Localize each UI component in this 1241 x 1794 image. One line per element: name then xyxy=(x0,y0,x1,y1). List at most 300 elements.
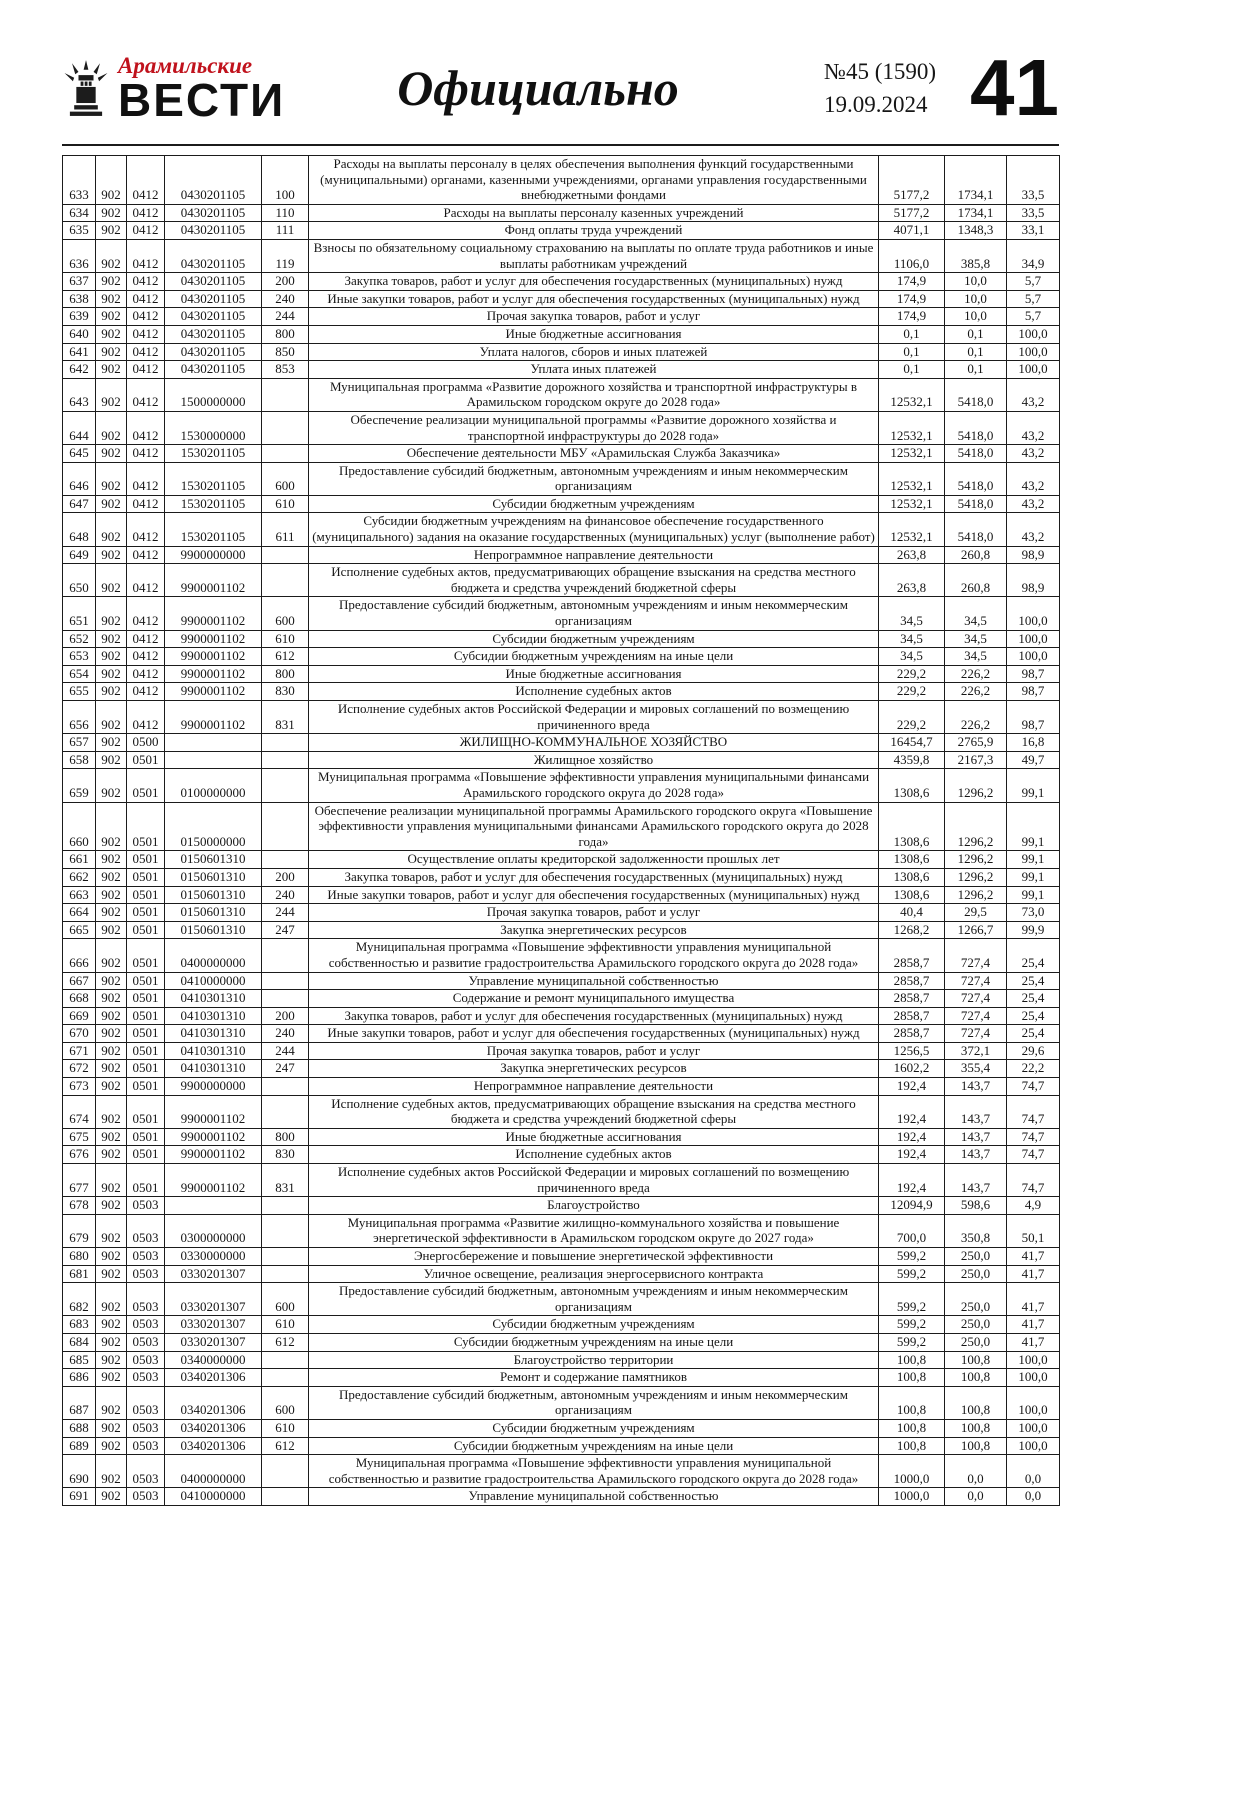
cell-name: Субсидии бюджетным учреждениям xyxy=(309,495,879,513)
table-row xyxy=(63,769,1060,802)
cell-expense-type: 612 xyxy=(262,1437,309,1455)
cell-section-code: 0412 xyxy=(127,308,165,326)
cell-grbs-code: 902 xyxy=(96,1488,127,1506)
cell-executed-amount: 250,0 xyxy=(945,1333,1007,1351)
cell-executed-amount: 5418,0 xyxy=(945,378,1007,411)
cell-grbs-code: 902 xyxy=(96,546,127,564)
cell-executed-amount: 10,0 xyxy=(945,273,1007,291)
cell-target-article: 0430201105 xyxy=(165,325,262,343)
cell-section-code: 0501 xyxy=(127,1164,165,1197)
cell-plan-amount: 100,8 xyxy=(879,1369,945,1387)
cell-line-number: 686 xyxy=(63,1369,96,1387)
cell-plan-amount: 100,8 xyxy=(879,1437,945,1455)
cell-line-number: 647 xyxy=(63,495,96,513)
cell-line-number: 674 xyxy=(63,1095,96,1128)
cell-executed-amount: 10,0 xyxy=(945,290,1007,308)
cell-percent: 50,1 xyxy=(1007,1214,1060,1247)
cell-percent: 100,0 xyxy=(1007,630,1060,648)
cell-line-number: 667 xyxy=(63,972,96,990)
cell-line-number: 662 xyxy=(63,868,96,886)
cell-executed-amount: 143,7 xyxy=(945,1078,1007,1096)
cell-percent: 33,5 xyxy=(1007,156,1060,205)
cell-line-number: 690 xyxy=(63,1455,96,1488)
cell-name: Благоустройство xyxy=(309,1197,879,1215)
cell-section-code: 0503 xyxy=(127,1214,165,1247)
cell-grbs-code: 902 xyxy=(96,734,127,752)
cell-grbs-code: 902 xyxy=(96,665,127,683)
cell-expense-type: 611 xyxy=(262,513,309,546)
cell-target-article: 0430201105 xyxy=(165,343,262,361)
cell-grbs-code: 902 xyxy=(96,204,127,222)
cell-name: Ремонт и содержание памятников xyxy=(309,1369,879,1387)
table-row xyxy=(63,361,1060,379)
cell-percent: 5,7 xyxy=(1007,290,1060,308)
cell-executed-amount: 350,8 xyxy=(945,1214,1007,1247)
cell-name: Непрограммное направление деятельности xyxy=(309,546,879,564)
cell-line-number: 637 xyxy=(63,273,96,291)
cell-section-code: 0503 xyxy=(127,1455,165,1488)
cell-plan-amount: 1308,6 xyxy=(879,851,945,869)
cell-section-code: 0501 xyxy=(127,990,165,1008)
cell-expense-type xyxy=(262,564,309,597)
cell-executed-amount: 0,1 xyxy=(945,361,1007,379)
cell-target-article: 0340201306 xyxy=(165,1369,262,1387)
cell-executed-amount: 260,8 xyxy=(945,564,1007,597)
cell-plan-amount: 34,5 xyxy=(879,597,945,630)
cell-expense-type xyxy=(262,1351,309,1369)
cell-grbs-code: 902 xyxy=(96,343,127,361)
cell-executed-amount: 34,5 xyxy=(945,597,1007,630)
table-row xyxy=(63,1419,1060,1437)
cell-line-number: 676 xyxy=(63,1146,96,1164)
cell-line-number: 654 xyxy=(63,665,96,683)
cell-executed-amount: 1348,3 xyxy=(945,222,1007,240)
cell-executed-amount: 1296,2 xyxy=(945,802,1007,851)
cell-name: Взносы по обязательному социальному страхованию на выплаты по оплате труда работников и иные выплаты работникам учреждений xyxy=(309,239,879,272)
table-row xyxy=(63,1078,1060,1096)
cell-grbs-code: 902 xyxy=(96,1316,127,1334)
cell-section-code: 0503 xyxy=(127,1248,165,1266)
cell-line-number: 649 xyxy=(63,546,96,564)
cell-name: Обеспечение реализации муниципальной программы «Развитие дорожного хозяйства и транспортной инфраструктуры до 2028 года» xyxy=(309,411,879,444)
cell-line-number: 668 xyxy=(63,990,96,1008)
cell-name: Исполнение судебных актов Российской Федерации и мировых соглашений по возмещению причиненного вреда xyxy=(309,701,879,734)
cell-plan-amount: 12532,1 xyxy=(879,513,945,546)
cell-grbs-code: 902 xyxy=(96,921,127,939)
cell-executed-amount: 34,5 xyxy=(945,630,1007,648)
cell-line-number: 683 xyxy=(63,1316,96,1334)
cell-name: Фонд оплаты труда учреждений xyxy=(309,222,879,240)
cell-name: Благоустройство территории xyxy=(309,1351,879,1369)
cell-target-article: 9900001102 xyxy=(165,1128,262,1146)
cell-section-code: 0501 xyxy=(127,1042,165,1060)
cell-name: Муниципальная программа «Повышение эффективности управления муниципальной собственностью и развитие градостроительства Арамильского городского округа до 2028 года» xyxy=(309,1455,879,1488)
cell-section-code: 0412 xyxy=(127,239,165,272)
page-number: 41 xyxy=(970,43,1059,132)
cell-executed-amount: 0,1 xyxy=(945,343,1007,361)
cell-percent: 22,2 xyxy=(1007,1060,1060,1078)
cell-executed-amount: 598,6 xyxy=(945,1197,1007,1215)
cell-section-code: 0503 xyxy=(127,1283,165,1316)
cell-plan-amount: 2858,7 xyxy=(879,939,945,972)
cell-name: Субсидии бюджетным учреждениям xyxy=(309,1316,879,1334)
cell-executed-amount: 250,0 xyxy=(945,1316,1007,1334)
cell-percent: 5,7 xyxy=(1007,273,1060,291)
cell-section-code: 0501 xyxy=(127,1007,165,1025)
cell-plan-amount: 12532,1 xyxy=(879,411,945,444)
cell-executed-amount: 1734,1 xyxy=(945,204,1007,222)
issue-info xyxy=(824,55,936,122)
cell-plan-amount: 2858,7 xyxy=(879,972,945,990)
cell-target-article: 1530000000 xyxy=(165,411,262,444)
table-row xyxy=(63,802,1060,851)
cell-target-article: 0340000000 xyxy=(165,1351,262,1369)
cell-target-article: 0430201105 xyxy=(165,308,262,326)
cell-name: Уличное освещение, реализация энергосервисного контракта xyxy=(309,1265,879,1283)
table-row xyxy=(63,1060,1060,1078)
cell-section-code: 0501 xyxy=(127,1025,165,1043)
table-row xyxy=(63,1248,1060,1266)
cell-grbs-code: 902 xyxy=(96,1455,127,1488)
brand-text xyxy=(118,52,286,126)
cell-executed-amount: 100,8 xyxy=(945,1386,1007,1419)
cell-section-code: 0412 xyxy=(127,513,165,546)
table-row xyxy=(63,597,1060,630)
cell-percent: 98,7 xyxy=(1007,683,1060,701)
cell-line-number: 656 xyxy=(63,701,96,734)
cell-line-number: 652 xyxy=(63,630,96,648)
cell-plan-amount: 16454,7 xyxy=(879,734,945,752)
cell-executed-amount: 143,7 xyxy=(945,1128,1007,1146)
cell-line-number: 681 xyxy=(63,1265,96,1283)
cell-plan-amount: 599,2 xyxy=(879,1265,945,1283)
cell-executed-amount: 10,0 xyxy=(945,308,1007,326)
cell-line-number: 635 xyxy=(63,222,96,240)
budget-table xyxy=(62,155,1060,1506)
cell-plan-amount: 599,2 xyxy=(879,1248,945,1266)
cell-line-number: 645 xyxy=(63,445,96,463)
table-row xyxy=(63,445,1060,463)
cell-grbs-code: 902 xyxy=(96,273,127,291)
cell-section-code: 0503 xyxy=(127,1333,165,1351)
cell-percent: 43,2 xyxy=(1007,445,1060,463)
cell-percent: 100,0 xyxy=(1007,597,1060,630)
cell-grbs-code: 902 xyxy=(96,939,127,972)
cell-section-code: 0412 xyxy=(127,630,165,648)
cell-percent: 74,7 xyxy=(1007,1146,1060,1164)
cell-executed-amount: 5418,0 xyxy=(945,462,1007,495)
cell-section-code: 0412 xyxy=(127,564,165,597)
cell-line-number: 688 xyxy=(63,1419,96,1437)
cell-plan-amount: 2858,7 xyxy=(879,990,945,1008)
cell-name: Закупка товаров, работ и услуг для обеспечения государственных (муниципальных) нужд xyxy=(309,273,879,291)
cell-executed-amount: 372,1 xyxy=(945,1042,1007,1060)
cell-line-number: 642 xyxy=(63,361,96,379)
cell-target-article: 0340201306 xyxy=(165,1419,262,1437)
cell-section-code: 0501 xyxy=(127,939,165,972)
cell-line-number: 659 xyxy=(63,769,96,802)
cell-executed-amount: 2765,9 xyxy=(945,734,1007,752)
cell-grbs-code: 902 xyxy=(96,1369,127,1387)
cell-plan-amount: 100,8 xyxy=(879,1386,945,1419)
cell-expense-type xyxy=(262,1455,309,1488)
table-row xyxy=(63,1351,1060,1369)
cell-grbs-code: 902 xyxy=(96,1060,127,1078)
cell-line-number: 660 xyxy=(63,802,96,851)
cell-section-code: 0501 xyxy=(127,921,165,939)
cell-executed-amount: 1296,2 xyxy=(945,886,1007,904)
cell-plan-amount: 263,8 xyxy=(879,546,945,564)
cell-target-article: 0330000000 xyxy=(165,1248,262,1266)
newspaper-brand xyxy=(62,52,292,126)
cell-grbs-code: 902 xyxy=(96,290,127,308)
cell-grbs-code: 902 xyxy=(96,1419,127,1437)
cell-expense-type xyxy=(262,1488,309,1506)
cell-target-article: 1500000000 xyxy=(165,378,262,411)
cell-expense-type xyxy=(262,990,309,1008)
cell-name: Предоставление субсидий бюджетным, автономным учреждениям и иным некоммерческим организациям xyxy=(309,1283,879,1316)
cell-expense-type: 244 xyxy=(262,1042,309,1060)
cell-expense-type: 247 xyxy=(262,921,309,939)
cell-grbs-code: 902 xyxy=(96,597,127,630)
cell-executed-amount: 727,4 xyxy=(945,1007,1007,1025)
cell-section-code: 0501 xyxy=(127,751,165,769)
cell-target-article: 0430201105 xyxy=(165,361,262,379)
cell-line-number: 638 xyxy=(63,290,96,308)
cell-grbs-code: 902 xyxy=(96,1007,127,1025)
cell-expense-type: 244 xyxy=(262,308,309,326)
cell-line-number: 684 xyxy=(63,1333,96,1351)
cell-grbs-code: 902 xyxy=(96,1333,127,1351)
cell-percent: 100,0 xyxy=(1007,1369,1060,1387)
cell-expense-type xyxy=(262,445,309,463)
table-row xyxy=(63,462,1060,495)
cell-line-number: 639 xyxy=(63,308,96,326)
table-row xyxy=(63,1007,1060,1025)
cell-plan-amount: 1308,6 xyxy=(879,769,945,802)
cell-plan-amount: 700,0 xyxy=(879,1214,945,1247)
cell-expense-type xyxy=(262,378,309,411)
table-row xyxy=(63,1095,1060,1128)
cell-line-number: 651 xyxy=(63,597,96,630)
cell-executed-amount: 355,4 xyxy=(945,1060,1007,1078)
cell-section-code: 0412 xyxy=(127,546,165,564)
cell-expense-type xyxy=(262,1214,309,1247)
cell-expense-type: 800 xyxy=(262,325,309,343)
table-row xyxy=(63,411,1060,444)
cell-line-number: 680 xyxy=(63,1248,96,1266)
cell-grbs-code: 902 xyxy=(96,1197,127,1215)
table-row xyxy=(63,751,1060,769)
cell-target-article: 9900001102 xyxy=(165,1164,262,1197)
table-row xyxy=(63,325,1060,343)
cell-line-number: 643 xyxy=(63,378,96,411)
cell-executed-amount: 0,1 xyxy=(945,325,1007,343)
cell-target-article: 0410301310 xyxy=(165,1007,262,1025)
cell-grbs-code: 902 xyxy=(96,751,127,769)
cell-name: Прочая закупка товаров, работ и услуг xyxy=(309,1042,879,1060)
table-row xyxy=(63,290,1060,308)
cell-plan-amount: 192,4 xyxy=(879,1128,945,1146)
cell-grbs-code: 902 xyxy=(96,361,127,379)
cell-target-article: 9900001102 xyxy=(165,665,262,683)
cell-percent: 29,6 xyxy=(1007,1042,1060,1060)
table-row xyxy=(63,1025,1060,1043)
table-row xyxy=(63,308,1060,326)
cell-target-article: 1530201105 xyxy=(165,445,262,463)
cell-section-code: 0501 xyxy=(127,886,165,904)
table-row xyxy=(63,546,1060,564)
cell-plan-amount: 0,1 xyxy=(879,325,945,343)
cell-section-code: 0503 xyxy=(127,1316,165,1334)
cell-target-article: 0150601310 xyxy=(165,851,262,869)
cell-grbs-code: 902 xyxy=(96,445,127,463)
table-row xyxy=(63,1128,1060,1146)
cell-target-article: 9900001102 xyxy=(165,648,262,666)
cell-target-article: 9900001102 xyxy=(165,564,262,597)
cell-expense-type: 610 xyxy=(262,1316,309,1334)
cell-expense-type: 247 xyxy=(262,1060,309,1078)
cell-line-number: 670 xyxy=(63,1025,96,1043)
cell-target-article: 0430201105 xyxy=(165,222,262,240)
cell-name: Иные бюджетные ассигнования xyxy=(309,1128,879,1146)
cell-grbs-code: 902 xyxy=(96,868,127,886)
cell-plan-amount: 599,2 xyxy=(879,1283,945,1316)
cell-plan-amount: 1106,0 xyxy=(879,239,945,272)
cell-line-number: 640 xyxy=(63,325,96,343)
cell-plan-amount: 5177,2 xyxy=(879,156,945,205)
cell-line-number: 682 xyxy=(63,1283,96,1316)
cell-expense-type: 600 xyxy=(262,462,309,495)
cell-target-article: 0100000000 xyxy=(165,769,262,802)
cell-executed-amount: 260,8 xyxy=(945,546,1007,564)
cell-executed-amount: 5418,0 xyxy=(945,411,1007,444)
cell-target-article: 0330201307 xyxy=(165,1333,262,1351)
cell-plan-amount: 100,8 xyxy=(879,1419,945,1437)
cell-line-number: 691 xyxy=(63,1488,96,1506)
table-row xyxy=(63,648,1060,666)
cell-expense-type: 600 xyxy=(262,1283,309,1316)
cell-executed-amount: 1266,7 xyxy=(945,921,1007,939)
cell-line-number: 675 xyxy=(63,1128,96,1146)
table-row xyxy=(63,683,1060,701)
cell-executed-amount: 100,8 xyxy=(945,1419,1007,1437)
cell-section-code: 0501 xyxy=(127,972,165,990)
cell-percent: 98,7 xyxy=(1007,665,1060,683)
cell-grbs-code: 902 xyxy=(96,1025,127,1043)
cell-line-number: 634 xyxy=(63,204,96,222)
cell-section-code: 0412 xyxy=(127,445,165,463)
cell-grbs-code: 902 xyxy=(96,1095,127,1128)
cell-target-article: 0150601310 xyxy=(165,886,262,904)
table-row xyxy=(63,1164,1060,1197)
cell-expense-type: 830 xyxy=(262,1146,309,1164)
cell-grbs-code: 902 xyxy=(96,1214,127,1247)
cell-expense-type xyxy=(262,769,309,802)
cell-name: Субсидии бюджетным учреждениям на финансовое обеспечение государственного (муниципального) задания на оказание государственных (муниципальных) услуг (выполнение работ) xyxy=(309,513,879,546)
cell-percent: 43,2 xyxy=(1007,411,1060,444)
cell-line-number: 633 xyxy=(63,156,96,205)
cell-expense-type xyxy=(262,851,309,869)
cell-percent: 41,7 xyxy=(1007,1283,1060,1316)
cell-grbs-code: 902 xyxy=(96,1351,127,1369)
cell-expense-type: 800 xyxy=(262,665,309,683)
cell-plan-amount: 4359,8 xyxy=(879,751,945,769)
cell-plan-amount: 1308,6 xyxy=(879,886,945,904)
cell-expense-type: 600 xyxy=(262,1386,309,1419)
cell-plan-amount: 0,1 xyxy=(879,361,945,379)
cell-plan-amount: 1602,2 xyxy=(879,1060,945,1078)
cell-section-code: 0501 xyxy=(127,1078,165,1096)
cell-line-number: 653 xyxy=(63,648,96,666)
cell-name: Жилищное хозяйство xyxy=(309,751,879,769)
cell-target-article: 0410000000 xyxy=(165,1488,262,1506)
cell-percent: 98,9 xyxy=(1007,546,1060,564)
cell-grbs-code: 902 xyxy=(96,1265,127,1283)
cell-grbs-code: 902 xyxy=(96,802,127,851)
cell-section-code: 0501 xyxy=(127,851,165,869)
cell-line-number: 658 xyxy=(63,751,96,769)
cell-grbs-code: 902 xyxy=(96,239,127,272)
cell-line-number: 678 xyxy=(63,1197,96,1215)
cell-target-article: 0300000000 xyxy=(165,1214,262,1247)
cell-name: Муниципальная программа «Развитие жилищно-коммунального хозяйства и повышение энергетической эффективности в Арамильском городском округе до 2027 года» xyxy=(309,1214,879,1247)
cell-expense-type: 100 xyxy=(262,156,309,205)
cell-executed-amount: 2167,3 xyxy=(945,751,1007,769)
cell-expense-type: 831 xyxy=(262,701,309,734)
cell-name: Иные закупки товаров, работ и услуг для обеспечения государственных (муниципальных) нужд xyxy=(309,290,879,308)
cell-plan-amount: 192,4 xyxy=(879,1146,945,1164)
cell-expense-type xyxy=(262,1248,309,1266)
cell-percent: 74,7 xyxy=(1007,1128,1060,1146)
cell-name: Обеспечение реализации муниципальной программы Арамильского городского округа «Повышение эффективности управления муниципальными финансами Арамильского городского округа до 2028 года» xyxy=(309,802,879,851)
cell-grbs-code: 902 xyxy=(96,1437,127,1455)
table-row xyxy=(63,273,1060,291)
cell-percent: 0,0 xyxy=(1007,1488,1060,1506)
cell-section-code: 0503 xyxy=(127,1351,165,1369)
cell-name: Закупка энергетических ресурсов xyxy=(309,1060,879,1078)
cell-percent: 25,4 xyxy=(1007,1007,1060,1025)
cell-percent: 25,4 xyxy=(1007,990,1060,1008)
cell-percent: 98,9 xyxy=(1007,564,1060,597)
cell-expense-type: 830 xyxy=(262,683,309,701)
cell-percent: 100,0 xyxy=(1007,361,1060,379)
cell-name: Иные закупки товаров, работ и услуг для обеспечения государственных (муниципальных) нужд xyxy=(309,1025,879,1043)
cell-section-code: 0501 xyxy=(127,1146,165,1164)
cell-executed-amount: 34,5 xyxy=(945,648,1007,666)
cell-target-article: 0340201306 xyxy=(165,1386,262,1419)
cell-percent: 41,7 xyxy=(1007,1333,1060,1351)
cell-grbs-code: 902 xyxy=(96,683,127,701)
cell-percent: 34,9 xyxy=(1007,239,1060,272)
cell-section-code: 0412 xyxy=(127,222,165,240)
cell-name: Субсидии бюджетным учреждениям xyxy=(309,1419,879,1437)
cell-name: Уплата иных платежей xyxy=(309,361,879,379)
cell-name: Исполнение судебных актов Российской Федерации и мировых соглашений по возмещению причиненного вреда xyxy=(309,1164,879,1197)
cell-section-code: 0412 xyxy=(127,701,165,734)
cell-name: Муниципальная программа «Повышение эффективности управления муниципальными финансами Арамильского городского округа до 2028 года» xyxy=(309,769,879,802)
cell-section-code: 0503 xyxy=(127,1386,165,1419)
cell-percent: 73,0 xyxy=(1007,904,1060,922)
cell-name: Управление муниципальной собственностью xyxy=(309,972,879,990)
cell-expense-type: 240 xyxy=(262,290,309,308)
cell-executed-amount: 1296,2 xyxy=(945,868,1007,886)
table-row xyxy=(63,1146,1060,1164)
table-row xyxy=(63,939,1060,972)
cell-percent: 74,7 xyxy=(1007,1164,1060,1197)
cell-expense-type xyxy=(262,546,309,564)
table-row xyxy=(63,1369,1060,1387)
